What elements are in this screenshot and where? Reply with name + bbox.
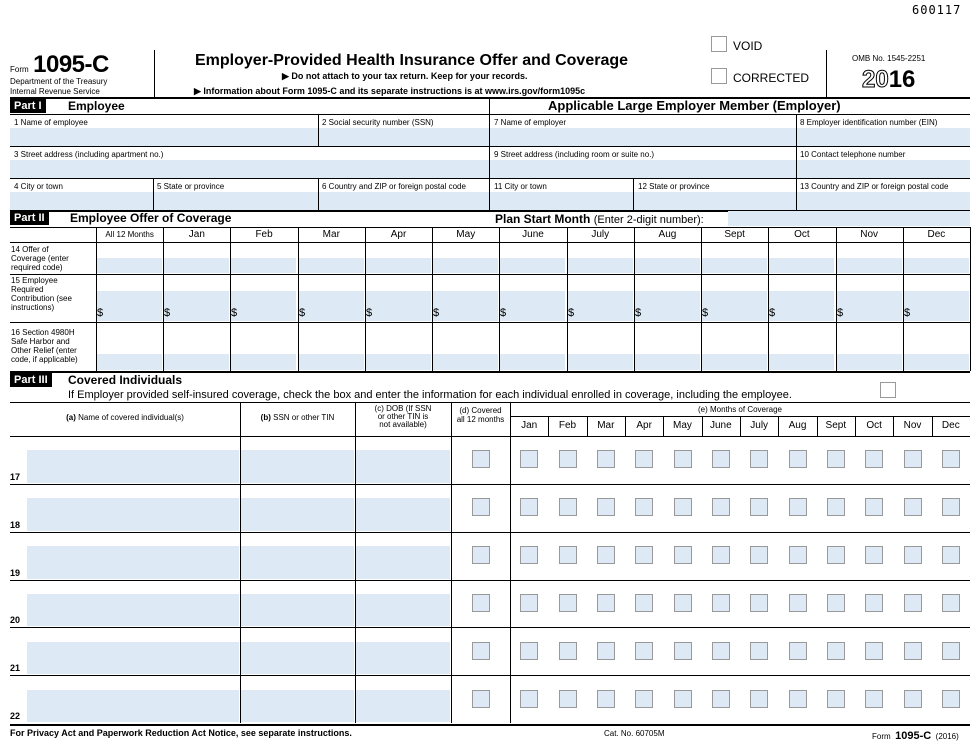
covered-aug-checkbox-20[interactable] <box>789 594 807 612</box>
covered-sept-checkbox-21[interactable] <box>827 642 845 660</box>
offer-code-field-jan[interactable] <box>164 258 229 273</box>
covered-nov-checkbox-17[interactable] <box>904 450 922 468</box>
covered-july-checkbox-22[interactable] <box>750 690 768 708</box>
offer-code-field-dec[interactable] <box>904 258 969 273</box>
covered-feb-checkbox-20[interactable] <box>559 594 577 612</box>
employee-contribution-label-line-3: Contribution (see <box>11 294 72 303</box>
line-number-20: 20 <box>10 615 21 625</box>
covered-mar-checkbox-18[interactable] <box>597 498 615 516</box>
contribution-field-nov[interactable] <box>837 291 902 321</box>
contact-telephone-field[interactable] <box>797 160 970 178</box>
covered-ssn-field-20[interactable] <box>241 594 354 626</box>
dollar-sign-sept: $ <box>702 307 709 319</box>
omb-number: OMB No. 1545-2251 <box>852 54 926 63</box>
month-header-oct: Oct <box>794 229 810 240</box>
covered-aug-checkbox-18[interactable] <box>789 498 807 516</box>
covered-may-checkbox-19[interactable] <box>674 546 692 564</box>
dollar-sign-dec: $ <box>904 307 911 319</box>
header-divider-left <box>154 50 155 97</box>
covered-dob-field-17[interactable] <box>356 450 450 483</box>
employee-contribution-label-line-4: instructions) <box>11 303 55 312</box>
col-c-header-line-3: not available) <box>379 420 427 429</box>
covered-july-checkbox-21[interactable] <box>750 642 768 660</box>
self-insured-instruction: If Employer provided self-insured coverage, check the box and enter the information for each individual enrolled in coverage, including the employee. <box>68 389 792 401</box>
contribution-field-all12[interactable] <box>97 291 162 321</box>
employee-contribution-label-line-1: 15 Employee <box>11 276 58 285</box>
covered-jan-checkbox-19[interactable] <box>520 546 538 564</box>
offer-of-coverage-label-line-3: required code) <box>11 263 63 272</box>
covered-apr-checkbox-17[interactable] <box>635 450 653 468</box>
month-header-dec: Dec <box>927 229 946 240</box>
covered-name-field-21[interactable] <box>27 642 239 674</box>
form-label <box>10 51 109 79</box>
section-4980h-label-line-2: Safe Harbor and <box>11 337 70 346</box>
covered-all-12-checkbox-17[interactable] <box>472 450 490 468</box>
covered-apr-checkbox-18[interactable] <box>635 498 653 516</box>
covered-dec-checkbox-21[interactable] <box>942 642 960 660</box>
covered-may-checkbox-21[interactable] <box>674 642 692 660</box>
part3-badge: Part III <box>10 373 52 387</box>
covered-feb-checkbox-21[interactable] <box>559 642 577 660</box>
covered-apr-checkbox-19[interactable] <box>635 546 653 564</box>
covered-aug-checkbox-19[interactable] <box>789 546 807 564</box>
employee-ssn-field[interactable] <box>319 128 489 146</box>
covered-oct-checkbox-17[interactable] <box>865 450 883 468</box>
plan-start-month-hint: (Enter 2-digit number): <box>593 214 704 226</box>
col-b-header <box>240 413 355 422</box>
covered-nov-checkbox-19[interactable] <box>904 546 922 564</box>
employee-street-address-field[interactable] <box>10 160 489 178</box>
plan-start-month <box>495 212 704 226</box>
covered-ssn-field-21[interactable] <box>241 642 354 674</box>
dollar-sign-apr: $ <box>366 307 373 319</box>
month-header-feb: Feb <box>255 229 273 240</box>
coverage-month-header-feb: Feb <box>558 420 577 431</box>
covered-nov-checkbox-22[interactable] <box>904 690 922 708</box>
covered-june-checkbox-20[interactable] <box>712 594 730 612</box>
footer-form-number: 1095-C <box>895 730 932 742</box>
covered-sept-checkbox-17[interactable] <box>827 450 845 468</box>
contribution-field-may[interactable] <box>433 291 498 321</box>
offer-code-field-apr[interactable] <box>366 258 431 273</box>
section-4980h-label-line-1: 16 Section 4980H <box>11 328 75 337</box>
part1-title: Employee <box>68 99 125 113</box>
safe-harbor-field-all12[interactable] <box>97 354 162 370</box>
covered-feb-checkbox-19[interactable] <box>559 546 577 564</box>
coverage-month-header-july: July <box>750 420 769 431</box>
month-header-mar: Mar <box>322 229 340 240</box>
col-c-header-line-2: or other TIN is <box>377 412 429 421</box>
employer-ein-label: 8 Employer identification number (EIN) <box>800 118 938 127</box>
covered-mar-checkbox-20[interactable] <box>597 594 615 612</box>
part3-title: Covered Individuals <box>68 373 183 387</box>
contribution-field-july[interactable] <box>568 291 633 321</box>
void-label: VOID <box>733 39 763 53</box>
plan-start-month-label: Plan Start Month <box>495 212 591 226</box>
contact-telephone-label: 10 Contact telephone number <box>800 150 906 159</box>
safe-harbor-field-sept[interactable] <box>702 354 767 370</box>
coverage-month-header-dec: Dec <box>941 420 960 431</box>
covered-apr-checkbox-21[interactable] <box>635 642 653 660</box>
covered-oct-checkbox-18[interactable] <box>865 498 883 516</box>
covered-dob-field-22[interactable] <box>356 690 450 722</box>
covered-dec-checkbox-18[interactable] <box>942 498 960 516</box>
safe-harbor-field-aug[interactable] <box>635 354 700 370</box>
covered-ssn-field-17[interactable] <box>241 450 354 483</box>
col-b-title: SSN or other TIN <box>273 413 335 422</box>
offer-code-field-aug[interactable] <box>635 258 700 273</box>
employee-state-label: 5 State or province <box>157 182 225 191</box>
offer-code-field-mar[interactable] <box>299 258 364 273</box>
footer-form-word: Form <box>872 732 891 741</box>
coverage-month-header-june: June <box>709 420 732 431</box>
safe-harbor-field-feb[interactable] <box>231 354 296 370</box>
covered-jan-checkbox-21[interactable] <box>520 642 538 660</box>
contribution-field-june[interactable] <box>500 291 565 321</box>
section-4980h-label-line-4: code, if applicable) <box>11 355 78 364</box>
covered-jan-checkbox-18[interactable] <box>520 498 538 516</box>
name-of-employer-field[interactable] <box>490 128 796 146</box>
dollar-sign-nov: $ <box>837 307 844 319</box>
covered-oct-checkbox-19[interactable] <box>865 546 883 564</box>
covered-mar-checkbox-21[interactable] <box>597 642 615 660</box>
month-header-may: May <box>456 229 476 240</box>
header-divider-right <box>826 50 827 97</box>
covered-name-field-19[interactable] <box>27 546 239 579</box>
month-header-apr: Apr <box>390 229 407 240</box>
employer-street-address-label: 9 Street address (including room or suite no.) <box>494 150 655 159</box>
covered-may-checkbox-17[interactable] <box>674 450 692 468</box>
covered-june-checkbox-17[interactable] <box>712 450 730 468</box>
covered-apr-checkbox-22[interactable] <box>635 690 653 708</box>
coverage-month-header-may: May <box>673 420 692 431</box>
catalog-number: Cat. No. 60705M <box>604 729 665 738</box>
name-of-employer-label: 7 Name of employer <box>494 118 567 127</box>
dollar-sign-feb: $ <box>231 307 238 319</box>
covered-mar-checkbox-22[interactable] <box>597 690 615 708</box>
covered-ssn-field-19[interactable] <box>241 546 354 579</box>
covered-may-checkbox-22[interactable] <box>674 690 692 708</box>
offer-code-field-sept[interactable] <box>702 258 767 273</box>
employee-city-label: 4 City or town <box>14 182 63 191</box>
covered-mar-checkbox-17[interactable] <box>597 450 615 468</box>
employer-section-title: Applicable Large Employer Member (Employer) <box>548 98 841 113</box>
dollar-sign-june: $ <box>500 307 507 319</box>
employee-country-zip-field[interactable] <box>319 192 489 210</box>
covered-aug-checkbox-21[interactable] <box>789 642 807 660</box>
covered-all-12-checkbox-18[interactable] <box>472 498 490 516</box>
employer-state-label: 12 State or province <box>638 182 710 191</box>
coverage-month-header-aug: Aug <box>788 420 807 431</box>
void-checkbox[interactable] <box>711 36 727 52</box>
covered-june-checkbox-18[interactable] <box>712 498 730 516</box>
employee-city-field[interactable] <box>10 192 153 210</box>
offer-code-field-feb[interactable] <box>231 258 296 273</box>
covered-dob-field-21[interactable] <box>356 642 450 674</box>
line-number-19: 19 <box>10 568 21 578</box>
covered-sept-checkbox-19[interactable] <box>827 546 845 564</box>
covered-all-12-checkbox-19[interactable] <box>472 546 490 564</box>
dollar-sign-july: $ <box>568 307 575 319</box>
covered-june-checkbox-21[interactable] <box>712 642 730 660</box>
safe-harbor-field-dec[interactable] <box>904 354 969 370</box>
footer-form-year: (2016) <box>935 732 959 741</box>
month-header-june: June <box>522 229 544 240</box>
employer-street-address-field[interactable] <box>490 160 796 178</box>
contribution-field-mar[interactable] <box>299 291 364 321</box>
offer-of-coverage-label-line-2: Coverage (enter <box>11 254 69 263</box>
contribution-field-dec[interactable] <box>904 291 969 321</box>
covered-nov-checkbox-20[interactable] <box>904 594 922 612</box>
dollar-sign-jan: $ <box>164 307 171 319</box>
covered-dob-field-20[interactable] <box>356 594 450 626</box>
employee-country-zip-label: 6 Country and ZIP or foreign postal code <box>322 182 466 191</box>
offer-code-field-nov[interactable] <box>837 258 902 273</box>
month-header-nov: Nov <box>860 229 879 240</box>
offer-code-field-may[interactable] <box>433 258 498 273</box>
col-a-title: Name of covered individual(s) <box>78 413 184 422</box>
covered-sept-checkbox-22[interactable] <box>827 690 845 708</box>
tax-year-suffix: 16 <box>888 66 916 93</box>
part1-badge: Part I <box>10 99 46 113</box>
section-4980h-label-line-3: Other Relief (enter <box>11 346 77 355</box>
covered-dec-checkbox-19[interactable] <box>942 546 960 564</box>
plan-start-month-field[interactable] <box>728 211 970 226</box>
covered-feb-checkbox-22[interactable] <box>559 690 577 708</box>
covered-sept-checkbox-20[interactable] <box>827 594 845 612</box>
offer-code-field-all12[interactable] <box>97 258 162 273</box>
offer-code-field-july[interactable] <box>568 258 633 273</box>
subtitle-info: ▶ Information about Form 1095-C and its separate instructions is at www.irs.gov/form1095c <box>194 86 586 96</box>
covered-dec-checkbox-22[interactable] <box>942 690 960 708</box>
covered-aug-checkbox-17[interactable] <box>789 450 807 468</box>
covered-nov-checkbox-21[interactable] <box>904 642 922 660</box>
employer-city-label: 11 City or town <box>494 182 547 191</box>
month-header-aug: Aug <box>658 229 677 240</box>
safe-harbor-field-may[interactable] <box>433 354 498 370</box>
safe-harbor-field-mar[interactable] <box>299 354 364 370</box>
covered-name-field-22[interactable] <box>27 690 239 722</box>
privacy-notice: For Privacy Act and Paperwork Reduction Act Notice, see separate instructions. <box>10 728 352 738</box>
covered-name-field-17[interactable] <box>27 450 239 483</box>
covered-sept-checkbox-18[interactable] <box>827 498 845 516</box>
month-header-july: July <box>591 229 610 240</box>
covered-june-checkbox-22[interactable] <box>712 690 730 708</box>
part2-title: Employee Offer of Coverage <box>70 211 232 225</box>
col-d-header-line-1: (d) Covered <box>459 406 502 415</box>
month-header-sept: Sept <box>724 229 745 240</box>
dollar-sign-all12: $ <box>97 307 104 319</box>
employer-country-zip-field[interactable] <box>797 192 970 210</box>
dollar-sign-mar: $ <box>299 307 306 319</box>
contribution-field-apr[interactable] <box>366 291 431 321</box>
line-number-22: 22 <box>10 711 21 721</box>
col-b-letter: (b) <box>260 413 271 422</box>
line-number-18: 18 <box>10 520 21 530</box>
line-number-17: 17 <box>10 472 21 482</box>
tax-year-prefix: 20 <box>862 66 889 93</box>
dollar-sign-oct: $ <box>769 307 776 319</box>
name-of-employee-label: 1 Name of employee <box>14 118 88 127</box>
subtitle-attach: ▶ Do not attach to your tax return. Keep for your records. <box>282 71 528 81</box>
col-d-header-line-2: all 12 months <box>456 415 505 424</box>
corrected-checkbox[interactable] <box>711 68 727 84</box>
covered-june-checkbox-19[interactable] <box>712 546 730 564</box>
covered-jan-checkbox-17[interactable] <box>520 450 538 468</box>
col-a-header <box>10 413 240 422</box>
footer-form-id <box>872 726 959 742</box>
covered-dob-field-18[interactable] <box>356 498 450 531</box>
covered-jan-checkbox-22[interactable] <box>520 690 538 708</box>
offer-code-field-june[interactable] <box>500 258 565 273</box>
safe-harbor-field-nov[interactable] <box>837 354 902 370</box>
covered-july-checkbox-19[interactable] <box>750 546 768 564</box>
col-c-header-line-1: (c) DOB (If SSN <box>374 404 432 413</box>
contribution-field-oct[interactable] <box>769 291 834 321</box>
contribution-field-jan[interactable] <box>164 291 229 321</box>
coverage-month-header-nov: Nov <box>903 420 922 431</box>
covered-all-12-checkbox-21[interactable] <box>472 642 490 660</box>
form-number: 1095-C <box>33 51 109 78</box>
dept-treasury: Department of the Treasury <box>10 77 108 86</box>
covered-mar-checkbox-19[interactable] <box>597 546 615 564</box>
employer-state-field[interactable] <box>634 192 796 210</box>
corrected-label: CORRECTED <box>733 71 810 85</box>
dollar-sign-may: $ <box>433 307 440 319</box>
covered-feb-checkbox-18[interactable] <box>559 498 577 516</box>
coverage-month-header-mar: Mar <box>597 420 615 431</box>
covered-july-checkbox-20[interactable] <box>750 594 768 612</box>
employer-ein-field[interactable] <box>797 128 970 146</box>
covered-nov-checkbox-18[interactable] <box>904 498 922 516</box>
covered-jan-checkbox-20[interactable] <box>520 594 538 612</box>
dept-irs: Internal Revenue Service <box>10 87 100 96</box>
safe-harbor-field-jan[interactable] <box>164 354 229 370</box>
covered-ssn-field-22[interactable] <box>241 690 354 722</box>
corner-code: 600117 <box>912 3 962 17</box>
covered-oct-checkbox-21[interactable] <box>865 642 883 660</box>
safe-harbor-field-july[interactable] <box>568 354 633 370</box>
col-a-letter: (a) <box>66 413 76 422</box>
covered-dec-checkbox-17[interactable] <box>942 450 960 468</box>
contribution-field-aug[interactable] <box>635 291 700 321</box>
covered-all-12-checkbox-22[interactable] <box>472 690 490 708</box>
form-title: Employer-Provided Health Insurance Offer and Coverage <box>195 52 629 69</box>
employee-state-field[interactable] <box>154 192 318 210</box>
covered-july-checkbox-17[interactable] <box>750 450 768 468</box>
covered-aug-checkbox-22[interactable] <box>789 690 807 708</box>
covered-may-checkbox-20[interactable] <box>674 594 692 612</box>
safe-harbor-field-oct[interactable] <box>769 354 834 370</box>
dollar-sign-aug: $ <box>635 307 642 319</box>
coverage-month-header-oct: Oct <box>866 420 882 431</box>
contribution-field-sept[interactable] <box>702 291 767 321</box>
form-word: Form <box>10 65 29 74</box>
employee-contribution-label-line-2: Required <box>11 285 44 294</box>
contribution-field-feb[interactable] <box>231 291 296 321</box>
coverage-month-header-jan: Jan <box>521 420 538 431</box>
months-of-coverage-header: (e) Months of Coverage <box>697 405 783 414</box>
offer-of-coverage-label-line-1: 14 Offer of <box>11 245 49 254</box>
line-number-21: 21 <box>10 663 21 673</box>
self-insured-checkbox[interactable] <box>880 382 896 398</box>
employee-street-address-label: 3 Street address (including apartment no.) <box>14 150 164 159</box>
part1-title-rule <box>10 114 970 115</box>
covered-oct-checkbox-22[interactable] <box>865 690 883 708</box>
covered-ssn-field-18[interactable] <box>241 498 354 531</box>
employee-ssn-label: 2 Social security number (SSN) <box>322 118 434 127</box>
part2-badge: Part II <box>10 211 49 225</box>
covered-name-field-20[interactable] <box>27 594 239 626</box>
employer-country-zip-label: 13 Country and ZIP or foreign postal code <box>800 182 949 191</box>
coverage-month-header-sept: Sept <box>825 420 847 431</box>
tax-year <box>862 67 915 93</box>
covered-all-12-checkbox-20[interactable] <box>472 594 490 612</box>
coverage-month-header-apr: Apr <box>636 420 652 431</box>
name-of-employee-field[interactable] <box>10 128 318 146</box>
covered-oct-checkbox-20[interactable] <box>865 594 883 612</box>
safe-harbor-field-june[interactable] <box>500 354 565 370</box>
covered-dec-checkbox-20[interactable] <box>942 594 960 612</box>
employer-city-field[interactable] <box>490 192 633 210</box>
covered-dob-field-19[interactable] <box>356 546 450 579</box>
safe-harbor-field-apr[interactable] <box>366 354 431 370</box>
all-12-months-header: All 12 Months <box>105 230 154 239</box>
covered-feb-checkbox-17[interactable] <box>559 450 577 468</box>
footer-rule <box>10 724 970 726</box>
covered-may-checkbox-18[interactable] <box>674 498 692 516</box>
offer-code-field-oct[interactable] <box>769 258 834 273</box>
covered-july-checkbox-18[interactable] <box>750 498 768 516</box>
covered-name-field-18[interactable] <box>27 498 239 531</box>
month-header-jan: Jan <box>188 229 205 240</box>
covered-apr-checkbox-20[interactable] <box>635 594 653 612</box>
